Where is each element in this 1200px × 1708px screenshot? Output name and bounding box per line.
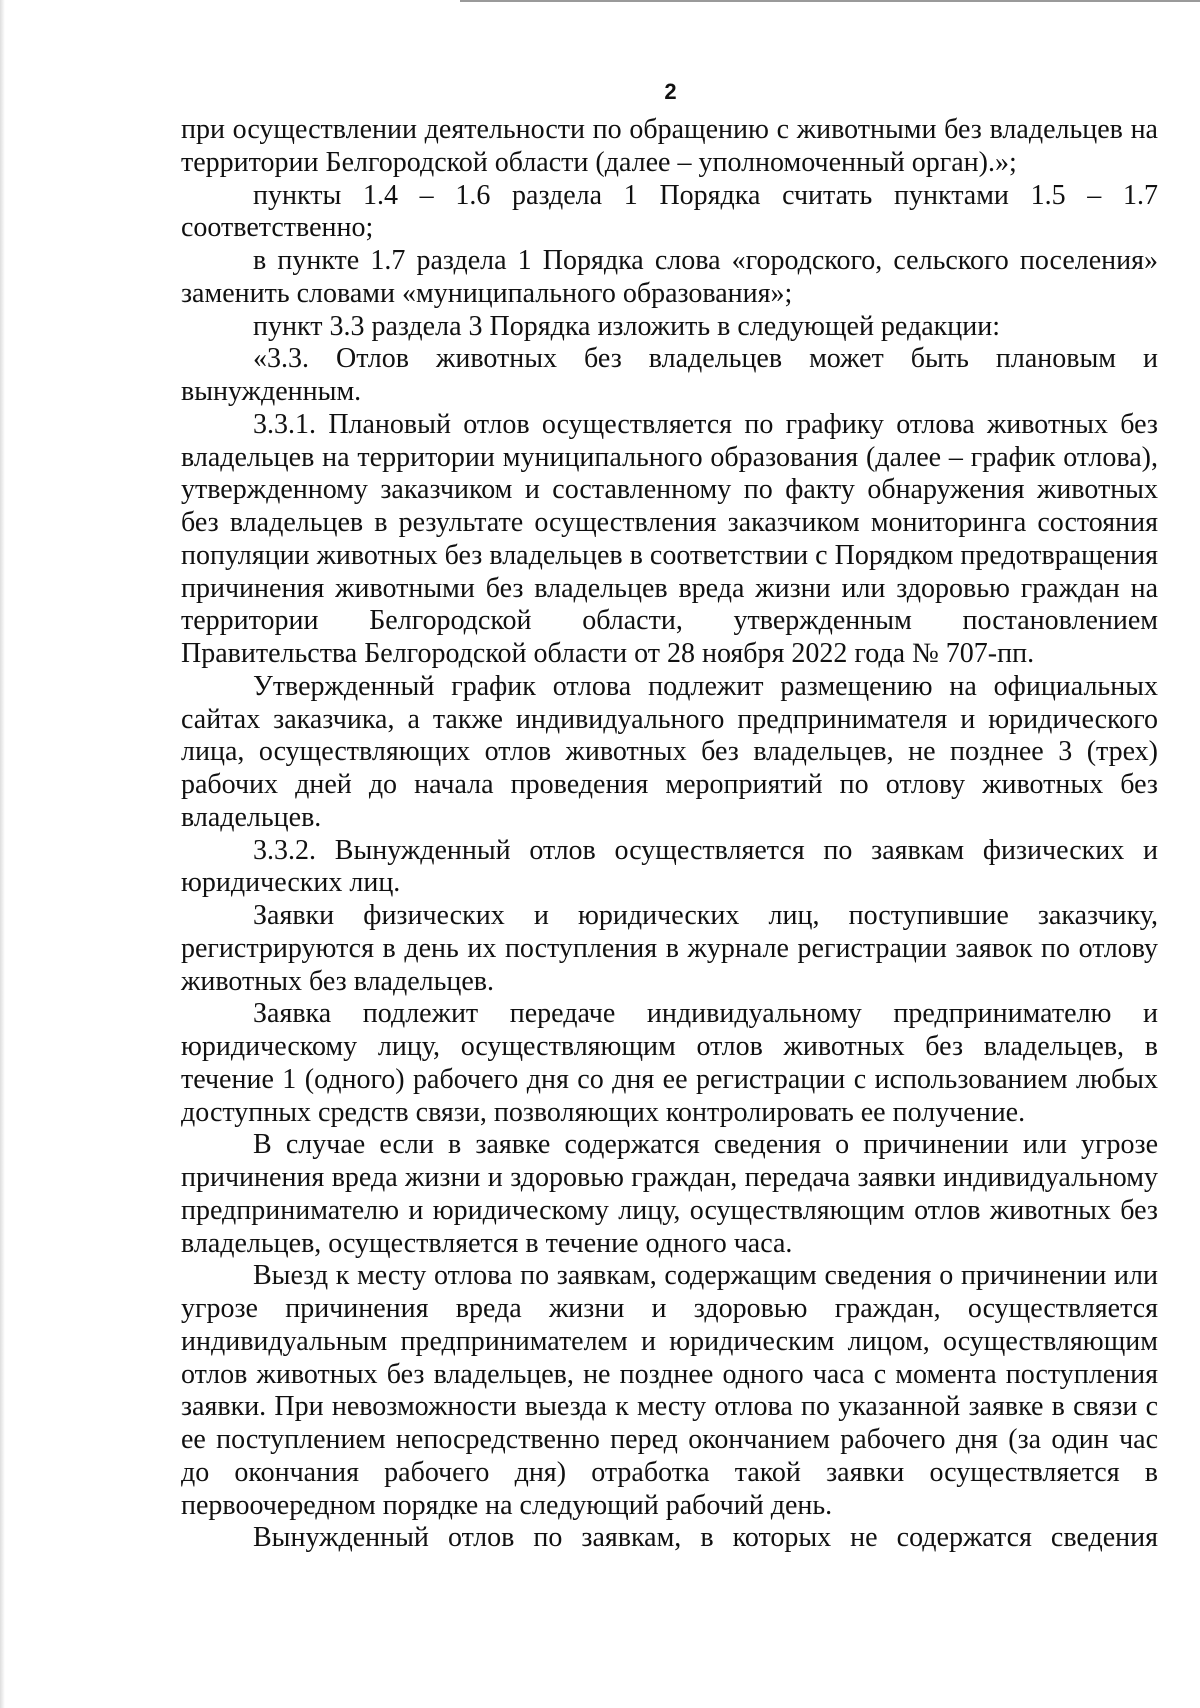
paragraph: Заявки физических и юридических лиц, поступившие заказчику, регистрируются в день их поступления в журнале регистрации заявок по отлову животных без владельцев. — [181, 900, 1158, 997]
paragraph: 3.3.2. Вынужденный отлов осуществляется по заявкам физических и юридических лиц. — [181, 834, 1158, 899]
scan-left-shadow — [0, 0, 5, 1708]
paragraph: Вынужденный отлов по заявкам, в которых не содержатся сведения — [253, 1522, 1158, 1554]
paragraph: «3.3. Отлов животных без владельцев может быть плановым и вынужденным. — [181, 343, 1158, 407]
document-body — [181, 114, 1158, 1555]
paragraph: в пункте 1.7 раздела 1 Порядка слова «городского, сельского поселения» заменить словами «муниципального образования»; — [181, 245, 1158, 309]
paragraph: Выезд к месту отлова по заявкам, содержащим сведения о причинении или угрозе причинения вреда жизни и здоровью граждан, осуществляется индивидуальным предпринимателем и юридическим лицом, осуществляющим отлов животных без владельцев, не позднее одного часа с момента поступления заявки. При невозможности выезда к месту отлова по указанной заявке в связи с ее поступлением непосредственно перед окончанием рабочего дня (за один час до окончания рабочего дня) отработка такой заявки осуществляется в первоочередном порядке на следующий рабочий день. — [181, 1260, 1158, 1521]
scan-top-border — [460, 0, 1200, 2]
paragraph: пункты 1.4 – 1.6 раздела 1 Порядка считать пунктами 1.5 – 1.7 соответственно; — [181, 179, 1158, 244]
paragraph: Утвержденный график отлова подлежит размещению на официальных сайтах заказчика, а также индивидуального предпринимателя и юридического лица, осуществляющих отлов животных без владельцев, не позднее 3 (трех) рабочих дней до начала проведения мероприятий по отлову животных без владельцев. — [181, 670, 1158, 833]
page-number: 2 — [664, 79, 677, 104]
paragraph: при осуществлении деятельности по обращению с животными без владельцев на территории Белгородской области (далее – уполномоченный орган).»; — [181, 114, 1158, 178]
paragraph: В случае если в заявке содержатся сведения о причинении или угрозе причинения вреда жизни и здоровью граждан, передача заявки индивидуальному предпринимателю и юридическому лицу, осуществляющим отлов животных без владельцев, осуществляется в течение одного часа. — [181, 1129, 1158, 1259]
paragraph: Заявка подлежит передаче индивидуальному предпринимателю и юридическому лицу, осуществляющим отлов животных без владельцев, в течение 1 (одного) рабочего дня со дня ее регистрации с использованием любых доступных средств связи, позволяющих контролировать ее получение. — [181, 998, 1158, 1128]
paragraph: пункт 3.3 раздела 3 Порядка изложить в следующей редакции: — [253, 310, 1000, 342]
paragraph: 3.3.1. Плановый отлов осуществляется по графику отлова животных без владельцев на территории муниципального образования (далее – график отлова), утвержденному заказчиком и составленному по факту обнаружения животных без владельцев в результате осуществления заказчиком мониторинга состояния популяции животных без владельцев в соответствии с Порядком предотвращения причинения животными без владельцев вреда жизни или здоровью граждан на территории Белгородской области, утвержденным постановлением Правительства Белгородской области от 28 ноября 2022 года № 707-пп. — [181, 408, 1158, 669]
